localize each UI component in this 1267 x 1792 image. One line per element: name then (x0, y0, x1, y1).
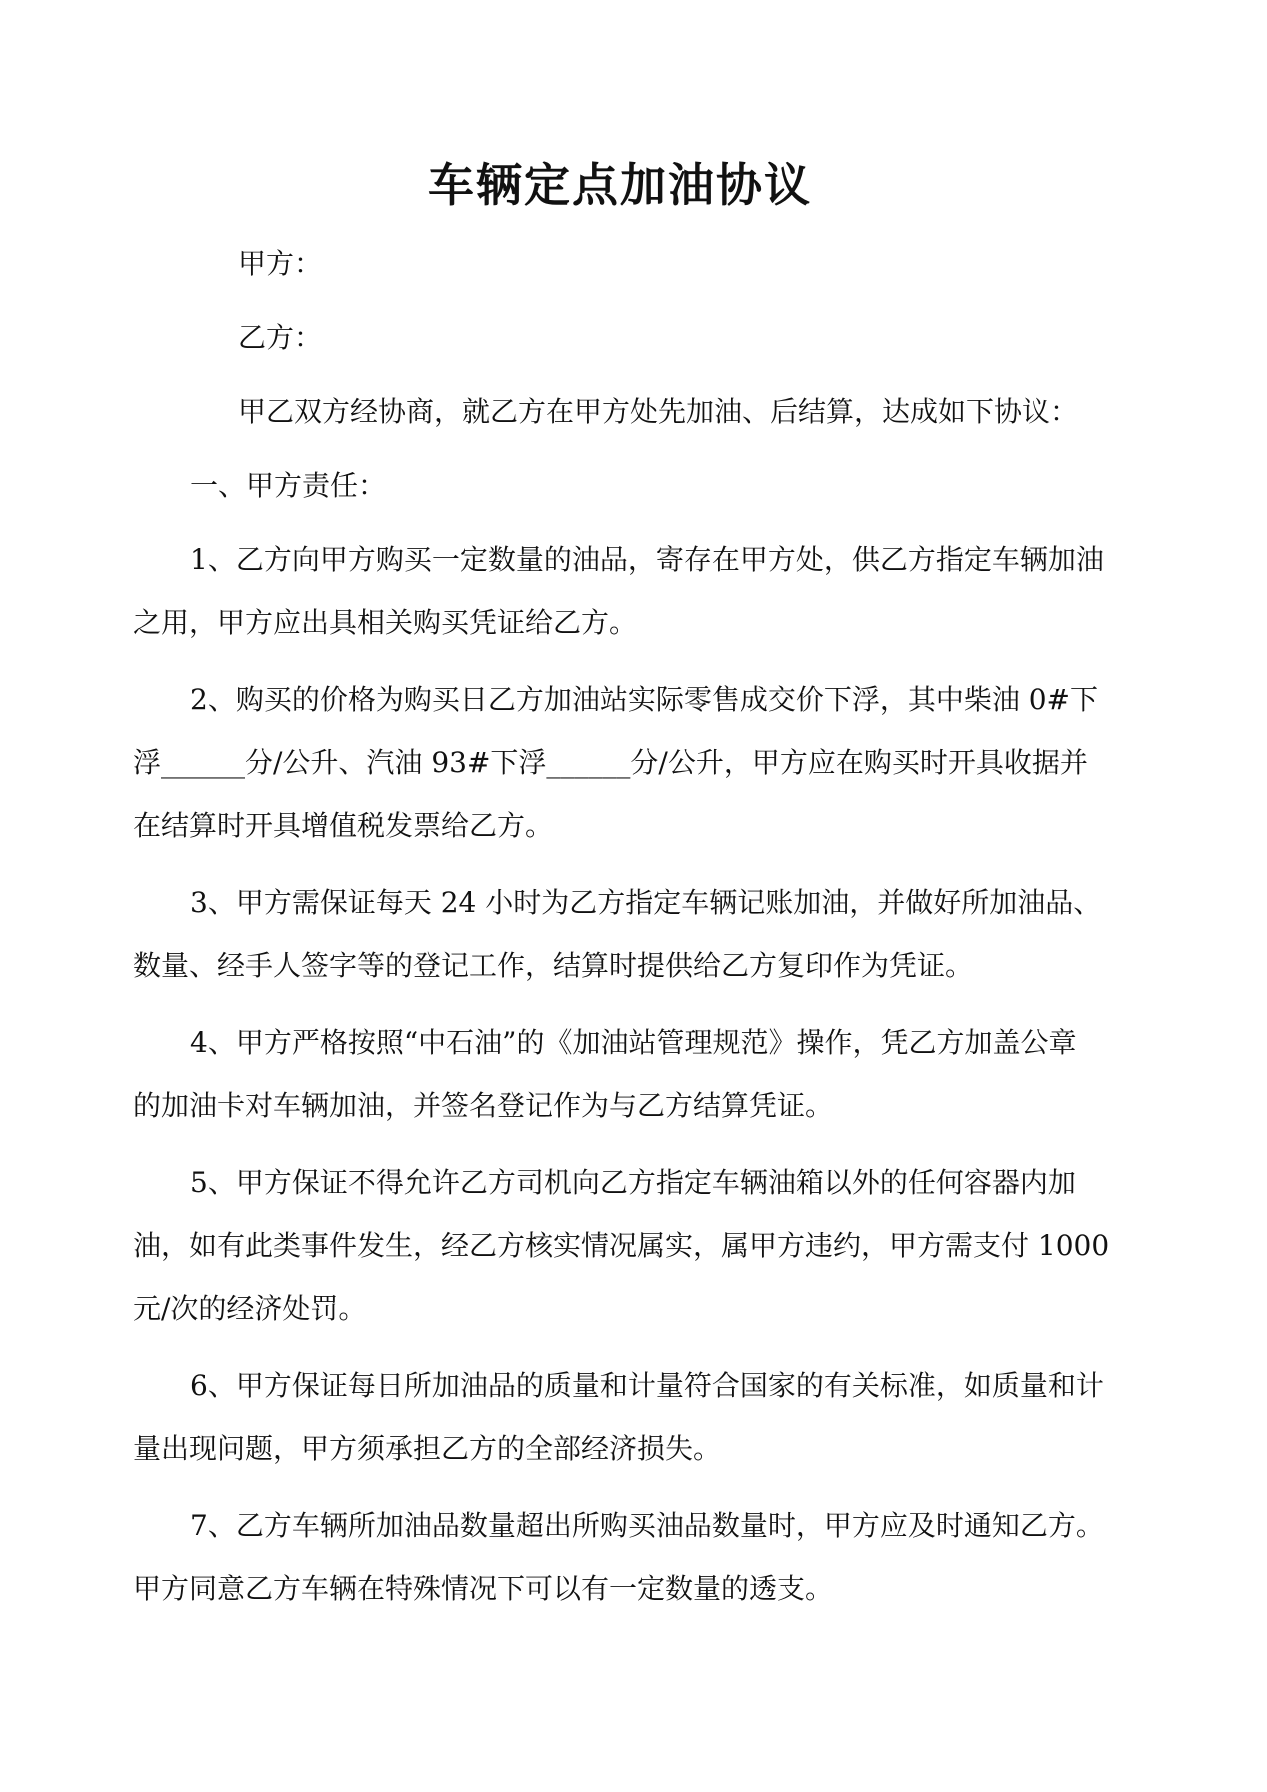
clause-1-line-2: 之用，甲方应出具相关购买凭证给乙方。 (133, 606, 638, 639)
clause-5-line-2: 油，如有此类事件发生，经乙方核实情况属实，属甲方违约，甲方需支付 1000 (133, 1229, 1110, 1262)
clause-4-line-2: 的加油卡对车辆加油，并签名登记作为与乙方结算凭证。 (133, 1089, 834, 1122)
clause-2-line-1: 2、购买的价格为购买日乙方加油站实际零售成交价下浮，其中柴油 0#下 (190, 683, 1098, 716)
clause-3-line-2: 数量、经手人签字等的登记工作，结算时提供给乙方复印作为凭证。 (133, 949, 974, 982)
clause-5-line-1: 5、甲方保证不得允许乙方司机向乙方指定车辆油箱以外的任何容器内加 (190, 1166, 1076, 1199)
clause-2-line-3: 在结算时开具增值税发票给乙方。 (133, 809, 554, 842)
party-a-label: 甲方： (238, 247, 323, 280)
clause-3-line-1: 3、甲方需保证每天 24 小时为乙方指定车辆记账加油，并做好所加油品、 (190, 886, 1102, 919)
clause-7-line-2: 甲方同意乙方车辆在特殊情况下可以有一定数量的透支。 (133, 1572, 834, 1605)
document-title: 车辆定点加油协议 (428, 158, 812, 212)
clause-2-line-2: 浮______分/公升、汽油 93#下浮______分/公升，甲方应在购买时开具收据并 (133, 746, 1088, 779)
clause-6-line-1: 6、甲方保证每日所加油品的质量和计量符合国家的有关标准，如质量和计 (190, 1369, 1104, 1402)
clause-4-line-1: 4、甲方严格按照“中石油”的《加油站管理规范》操作，凭乙方加盖公章 (190, 1026, 1077, 1059)
section-heading: 一、甲方责任： (190, 469, 387, 502)
clause-7-line-1: 7、乙方车辆所加油品数量超出所购买油品数量时，甲方应及时通知乙方。 (190, 1509, 1104, 1542)
clause-5-line-3: 元/次的经济处罚。 (133, 1292, 367, 1325)
party-b-label: 乙方： (238, 321, 323, 354)
clause-1-line-1: 1、乙方向甲方购买一定数量的油品，寄存在甲方处，供乙方指定车辆加油 (190, 543, 1104, 576)
clause-6-line-2: 量出现问题，甲方须承担乙方的全部经济损失。 (133, 1432, 722, 1465)
intro-paragraph: 甲乙双方经协商，就乙方在甲方处先加油、后结算，达成如下协议： (238, 395, 1079, 428)
